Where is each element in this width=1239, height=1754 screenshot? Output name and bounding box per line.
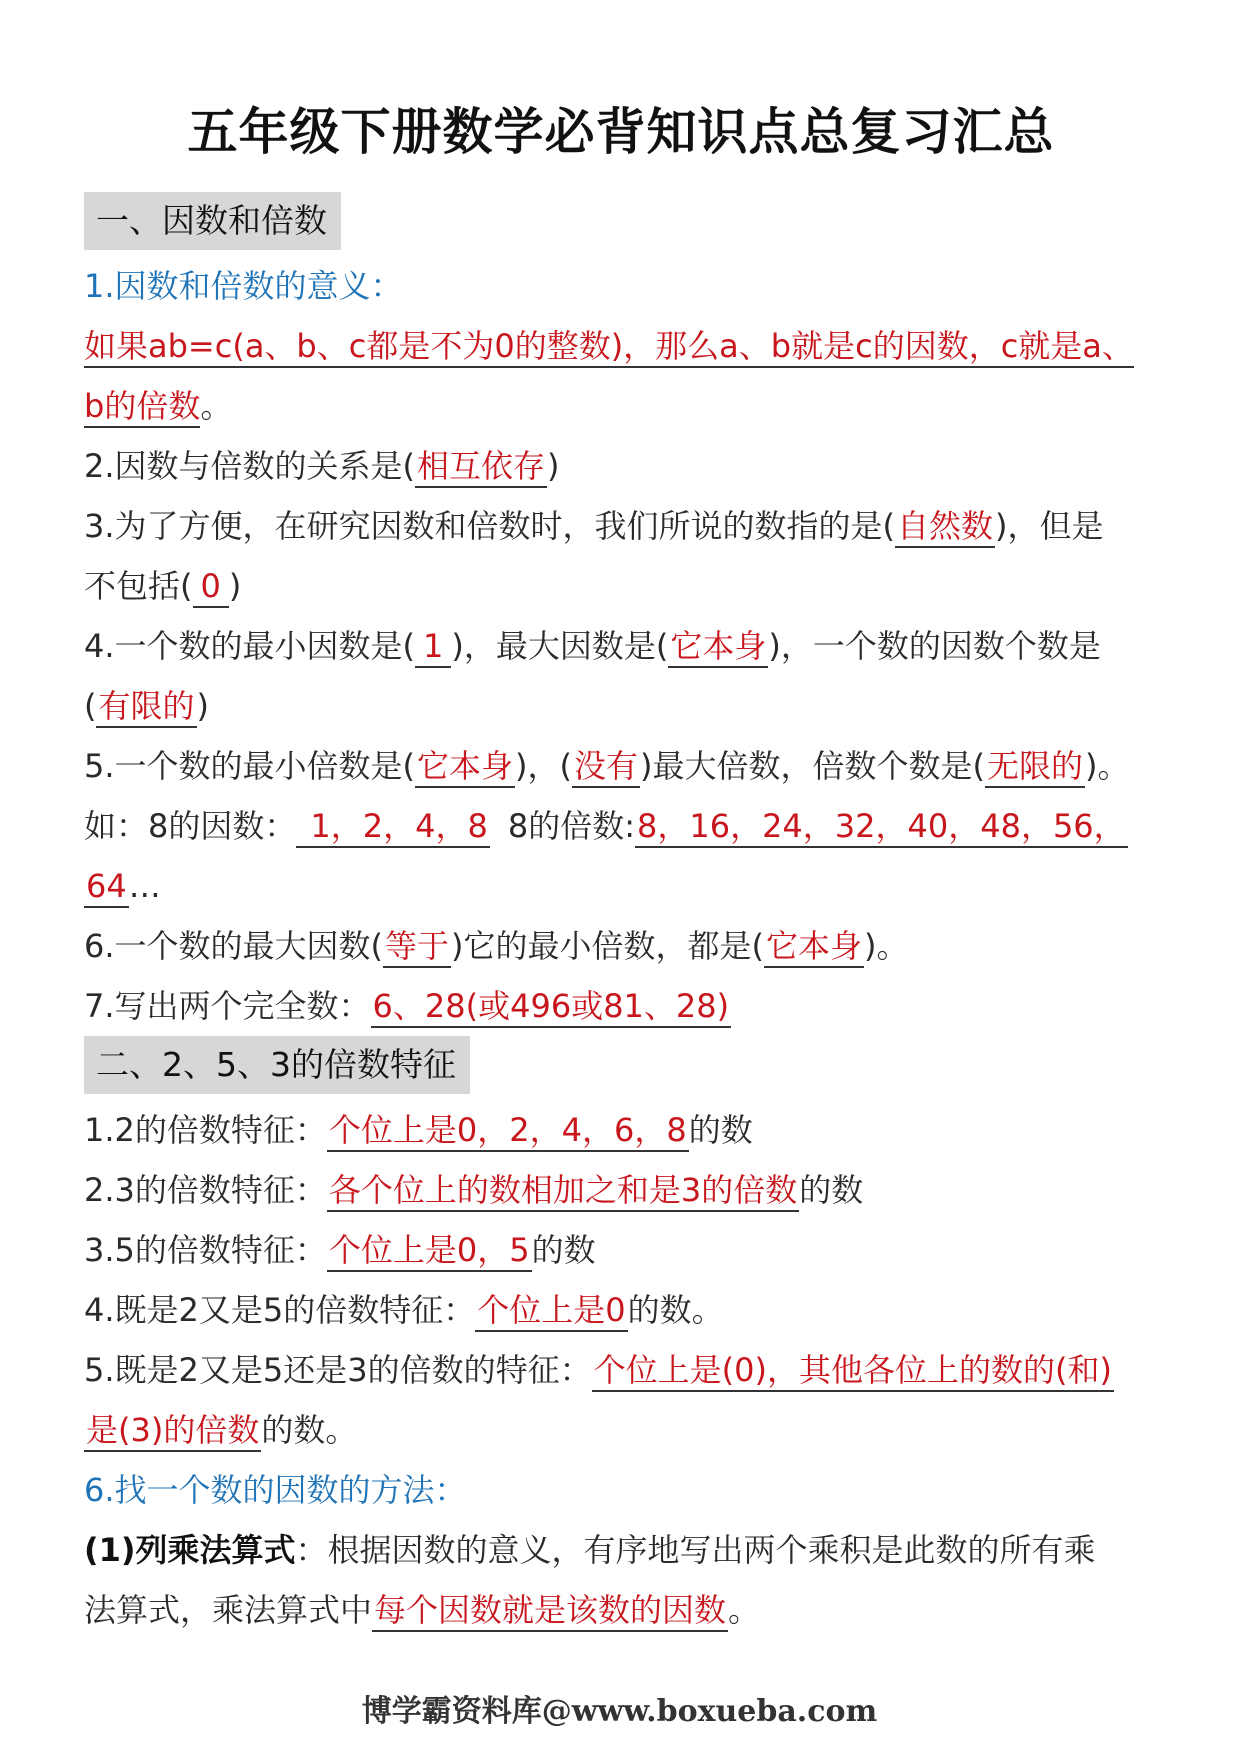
answer: 它本身 xyxy=(668,627,768,668)
item-text: ) xyxy=(228,567,242,605)
s2-item-5-line-1 xyxy=(84,1340,1158,1400)
answer: 64 xyxy=(84,867,129,908)
answer: 1，2，4，8 xyxy=(296,807,489,848)
item-text: 的数。 xyxy=(627,1291,724,1329)
item-text: 。 xyxy=(728,1591,761,1629)
answer: 它本身 xyxy=(415,747,515,788)
example-line-1 xyxy=(84,796,1158,856)
example-label: 如：8的因数： xyxy=(84,807,297,845)
answer: 每个因数就是该数的因数 xyxy=(372,1591,728,1632)
item-6 xyxy=(84,916,1158,976)
item-text: 4.既是2又是5的倍数特征： xyxy=(84,1291,476,1329)
example-label: 8的倍数: xyxy=(507,807,635,845)
section-heading-factors-multiples: 一、因数和倍数 xyxy=(84,192,341,250)
example-line-2 xyxy=(84,856,1158,916)
item-text: )。 xyxy=(1085,747,1130,785)
item-text: )，最大因数是( xyxy=(451,627,669,665)
item-text: 6.一个数的最大因数( xyxy=(84,927,384,965)
ellipsis: … xyxy=(128,867,161,905)
answer: 相互依存 xyxy=(415,447,547,488)
punctuation: 。 xyxy=(200,387,233,425)
item-text: 2.3的倍数特征： xyxy=(84,1171,327,1209)
item-text: )最大倍数，倍数个数是( xyxy=(640,747,986,785)
item-text: 1.2的倍数特征： xyxy=(84,1111,327,1149)
s2-item-4 xyxy=(84,1280,1158,1340)
document-page xyxy=(84,92,1158,1640)
s2-item-3 xyxy=(84,1220,1158,1280)
answer: 6、28(或496或81、28) xyxy=(371,987,732,1028)
item-text: 法算式，乘法算式中 xyxy=(84,1591,373,1629)
answer: 个位上是0 xyxy=(475,1291,627,1332)
item-text: 的数。 xyxy=(261,1411,358,1449)
definition-text-end: b的倍数 xyxy=(84,387,200,428)
s2-item-7-line-2 xyxy=(84,1580,1158,1640)
item-text: 4.一个数的最小因数是( xyxy=(84,627,416,665)
item-4-line-2 xyxy=(84,676,1158,736)
item-1-label: 1.因数和倍数的意义： xyxy=(84,267,403,305)
item-text: 不包括( xyxy=(84,567,193,605)
answer: 没有 xyxy=(572,747,640,788)
item-text: ) xyxy=(547,447,560,485)
item-4-line-1 xyxy=(84,616,1158,676)
item-text: 的数 xyxy=(531,1231,596,1269)
item-2 xyxy=(84,436,1158,496)
item-text: 2.因数与倍数的关系是( xyxy=(84,447,416,485)
item-text: 3.为了方便，在研究因数和倍数时，我们所说的数指的是( xyxy=(84,507,896,545)
item-text: ：根据因数的意义，有序地写出两个乘积是此数的所有乘 xyxy=(295,1531,1096,1569)
item-text: )它的最小倍数，都是( xyxy=(451,927,765,965)
answer: 1 xyxy=(415,627,451,668)
method-title: (1)列乘法算式 xyxy=(84,1531,296,1569)
item-text: )，一个数的因数个数是 xyxy=(768,627,1101,665)
item-5 xyxy=(84,736,1158,796)
page-title: 五年级下册数学必背知识点总复习汇总 xyxy=(187,103,1055,161)
answer: 它本身 xyxy=(764,927,864,968)
watermark: 博学霸资料库@www.boxueba.com xyxy=(361,1694,878,1729)
item-text: 7.写出两个完全数： xyxy=(84,987,371,1025)
item-1-definition-line-1 xyxy=(84,316,1158,376)
item-text: 5.一个数的最小倍数是( xyxy=(84,747,416,785)
answer: 自然数 xyxy=(895,507,995,548)
answer: 等于 xyxy=(383,927,451,968)
section-heading-multiples-features: 二、2、5、3的倍数特征 xyxy=(84,1036,470,1094)
item-3-line-1 xyxy=(84,496,1158,556)
answer: 是(3)的倍数 xyxy=(84,1411,261,1452)
item-text: 的数 xyxy=(799,1171,864,1209)
item-text: 5.既是2又是5还是3的倍数的特征： xyxy=(84,1351,592,1389)
answer: 各个位上的数相加之和是3的倍数 xyxy=(327,1171,799,1212)
item-text: )，( xyxy=(515,747,573,785)
item-text: )，但是 xyxy=(995,507,1104,545)
answer: 个位上是0，5 xyxy=(327,1231,532,1272)
s2-item-6-label: 6.找一个数的因数的方法： xyxy=(84,1471,467,1509)
answer: 个位上是(0)，其他各位上的数的(和) xyxy=(592,1351,1114,1392)
s2-item-7-line-1 xyxy=(84,1520,1158,1580)
item-1-definition-line-2 xyxy=(84,376,1158,436)
item-text: 3.5的倍数特征： xyxy=(84,1231,327,1269)
answer: 0 xyxy=(193,567,229,608)
s2-item-2 xyxy=(84,1160,1158,1220)
item-text: )。 xyxy=(864,927,909,965)
item-text: 的数 xyxy=(688,1111,753,1149)
answer: 无限的 xyxy=(985,747,1085,788)
s2-item-5-line-2 xyxy=(84,1400,1158,1460)
item-text: ( xyxy=(84,687,97,725)
definition-text: 如果ab=c(a、b、c都是不为0的整数)，那么a、b就是c的因数，c就是a、 xyxy=(84,327,1134,368)
item-3-line-2 xyxy=(84,556,1158,616)
answer: 个位上是0，2，4，6，8 xyxy=(327,1111,689,1152)
s2-item-1 xyxy=(84,1100,1158,1160)
answer: 有限的 xyxy=(96,687,196,728)
answer: 8，16，24，32，40，48，56， xyxy=(635,807,1128,848)
item-text: ) xyxy=(196,687,209,725)
item-7 xyxy=(84,976,1158,1036)
